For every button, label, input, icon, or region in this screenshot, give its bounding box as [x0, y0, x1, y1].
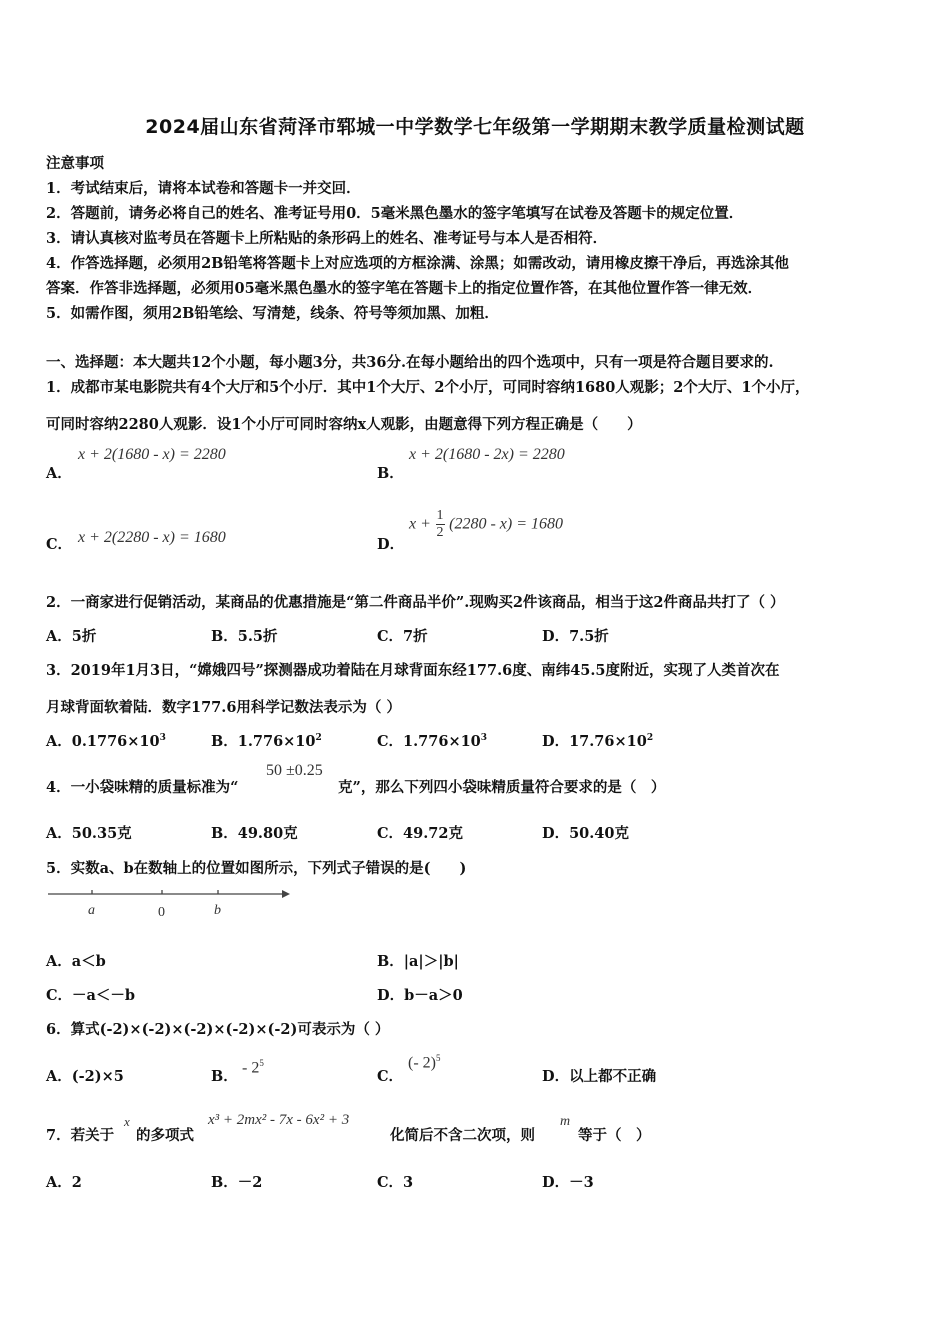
q4-option-a: A．50.35克	[46, 825, 132, 842]
notice-item-3: 3．请认真核对监考员在答题卡上所粘贴的条形码上的姓名、准考证号与本人是否相符．	[46, 230, 608, 247]
q2-option-a: A．5折	[46, 628, 97, 645]
q1-option-d-label: D．	[377, 536, 405, 553]
q7-option-b: B．－2	[211, 1174, 263, 1191]
q7-var-x: x	[124, 1114, 130, 1129]
q6-option-b-formula: - $2^5$	[242, 1058, 264, 1077]
q7-option-c: C．3	[377, 1174, 414, 1191]
q5-option-b: B．|a|＞|b|	[377, 953, 459, 970]
q6-option-c-label: C．	[377, 1068, 404, 1085]
label-zero: 0	[158, 905, 165, 920]
q1-stem-line2: 可同时容纳2280人观影．设1个小厅可同时容纳x人观影，由题意得下列方程正确是（ ）	[46, 416, 642, 433]
q6-option-b-label: B．	[211, 1068, 238, 1085]
q1-option-d-post: (2280 - x) = 1680	[449, 515, 564, 533]
q2-option-d: D．7.5折	[542, 628, 609, 645]
q4-option-c: C．49.72克	[377, 825, 463, 842]
q2-option-b: B．5.5折	[211, 628, 278, 645]
q7-option-a: A．2	[46, 1174, 82, 1191]
number-line-diagram	[46, 880, 296, 922]
q4-option-b: B．49.80克	[211, 825, 298, 842]
fraction-denominator: 2	[436, 525, 444, 540]
q7-stem-pre: 7．若关于	[46, 1127, 115, 1144]
q5-option-c: C．－a＜－b	[46, 987, 136, 1004]
q4-stem-post: 克”，那么下列四小袋味精质量符合要求的是（ ）	[338, 779, 666, 796]
q5-option-d: D．b－a＞0	[377, 987, 463, 1004]
q2-stem: 2．一商家进行促销活动，某商品的优惠措施是“第二件商品半价”.现购买2件该商品，相当于这2件商品共打了（ ）	[46, 594, 785, 611]
label-b: b	[214, 903, 221, 918]
q2-option-c: C．7折	[377, 628, 428, 645]
q7-stem-mid: 的多项式	[136, 1127, 194, 1144]
q1-stem-line1: 1．成都市某电影院共有4个大厅和5个小厅．其中1个大厅、2个小厅，可同时容纳1680人观影；2个大厅、1个小厅，	[46, 379, 810, 396]
notice-heading: 注意事项	[46, 155, 104, 172]
page-title: 2024届山东省菏泽市郓城一中学数学七年级第一学期期末教学质量检测试题	[145, 116, 805, 138]
q1-option-d-pre: x +	[409, 515, 431, 533]
notice-item-5: 5．如需作图，须用2B铅笔绘、写清楚，线条、符号等须加黑、加粗．	[46, 305, 499, 322]
q7-stem-post: 化简后不含二次项，则	[390, 1127, 535, 1144]
q3-option-a: A．$0.1776\times 10^3$	[46, 733, 166, 750]
q6-option-a: A．(-2)×5	[46, 1068, 124, 1085]
q7-option-d: D．－3	[542, 1174, 594, 1191]
q1-option-c-label: C．	[46, 536, 73, 553]
q4-stem-pre: 4．一小袋味精的质量标准为“	[46, 779, 239, 796]
q3-option-b: B．$1.776\times 10^2$	[211, 733, 322, 750]
q1-option-b-label: B．	[377, 465, 404, 482]
notice-item-1: 1．考试结束后，请将本试卷和答题卡一并交回．	[46, 180, 361, 197]
q6-option-c-formula: (- 2)$^5$	[408, 1053, 441, 1072]
q7-stem-end: 等于（ ）	[578, 1127, 651, 1144]
q1-option-d-formula	[409, 508, 563, 541]
q3-option-d: D．$17.76\times 10^2$	[542, 733, 654, 750]
q7-polynomial: x³ + 2mx² - 7x - 6x² + 3	[208, 1112, 350, 1128]
q1-option-b-formula: x + 2(1680 - 2x) = 2280	[409, 446, 565, 463]
notice-item-4: 4．作答选择题，必须用2B铅笔将答题卡上对应选项的方框涂满、涂黑；如需改动，请用橡皮擦干净后，再选涂其他	[46, 255, 789, 272]
q5-stem: 5．实数a、b在数轴上的位置如图所示，下列式子错误的是( )	[46, 860, 467, 877]
number-line-arrow	[282, 890, 290, 898]
q1-option-c-formula: x + 2(2280 - x) = 1680	[78, 529, 226, 546]
q7-var-m: m	[560, 1114, 571, 1129]
q1-option-a-formula: x + 2(1680 - x) = 2280	[78, 446, 226, 463]
notice-item-4-cont: 答案．作答非选择题，必须用05毫米黑色墨水的签字笔在答题卡上的指定位置作答，在其他位置作答一律无效．	[46, 280, 763, 297]
q3-stem-line2: 月球背面软着陆．数字177.6用科学记数法表示为（ ）	[46, 699, 401, 716]
q3-stem-line1: 3．2019年1月3日，“嫦娥四号”探测器成功着陆在月球背面东经177.6度、南纬45.5度附近，实现了人类首次在	[46, 662, 780, 679]
fraction-numerator: 1	[436, 508, 444, 523]
q6-stem: 6．算式(-2)×(-2)×(-2)×(-2)×(-2)可表示为（ ）	[46, 1021, 390, 1038]
section-heading: 一、选择题：本大题共12个小题，每小题3分，共36分.在每小题给出的四个选项中，只有一项是符合题目要求的.	[46, 354, 774, 371]
q5-option-a: A．a＜b	[46, 953, 106, 970]
q1-option-d-fraction	[436, 508, 445, 541]
q4-standard-value: 50 ±0.25	[266, 762, 323, 779]
q3-option-c: C．$1.776\times 10^3$	[377, 733, 488, 750]
label-a: a	[88, 903, 95, 918]
q6-option-d: D．以上都不正确	[542, 1068, 657, 1085]
q1-option-a-label: A．	[46, 465, 72, 482]
q4-option-d: D．50.40克	[542, 825, 629, 842]
notice-item-2: 2．答题前，请务必将自己的姓名、准考证号用0．5毫米黑色墨水的签字笔填写在试卷及答题卡的规定位置．	[46, 205, 744, 222]
